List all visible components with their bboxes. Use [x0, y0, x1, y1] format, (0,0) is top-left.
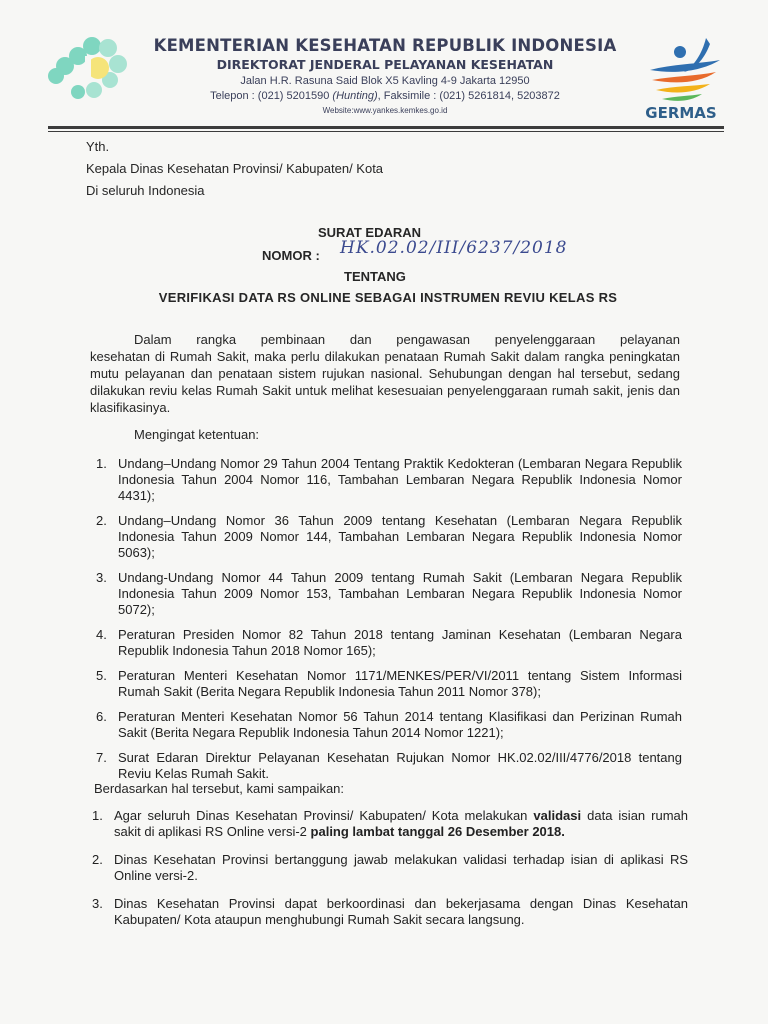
intro-paragraph	[90, 331, 680, 416]
list-text: Undang–Undang Nomor 36 Tahun 2009 tentang Kesehatan (Lembaran Negara Republik Indonesia Tahun 2009 Nomor 144, Tambahan Lembaran Negara Republik Indonesia Nomor 5063);	[118, 513, 682, 560]
mengingat-list	[96, 456, 682, 782]
recipient-location: Di seluruh Indonesia	[86, 183, 205, 198]
list-text: Peraturan Menteri Kesehatan Nomor 56 Tahun 2014 tentang Klasifikasi dan Perizinan Rumah Sakit (Berita Negara Republik Indonesia Tahun 2014 Nomor 1221);	[118, 709, 682, 740]
deadline-text: paling lambat tanggal 26 Desember 2018.	[310, 824, 565, 839]
list-text: data isian rumah sakit di aplikasi RS Online versi-2	[114, 808, 688, 839]
list-item	[96, 456, 682, 504]
list-number: 1.	[92, 808, 103, 823]
list-number: 2.	[96, 513, 107, 528]
mengingat-label: Mengingat ketentuan:	[134, 427, 260, 442]
list-item	[92, 852, 688, 884]
doc-title: SURAT EDARAN	[318, 225, 422, 240]
list-text: Agar seluruh Dinas Kesehatan Provinsi/ Kabupaten/ Kota melakukan	[114, 808, 534, 823]
kemenkes-logo-icon	[48, 34, 136, 104]
list-item	[96, 668, 682, 700]
list-text: Dinas Kesehatan Provinsi bertanggung jawab melakukan validasi terhadap isian di aplikasi RS Online versi-2.	[114, 852, 688, 883]
list-number: 5.	[96, 668, 107, 683]
list-number: 3.	[96, 570, 107, 585]
recipient-title: Kepala Dinas Kesehatan Provinsi/ Kabupaten/ Kota	[86, 161, 384, 176]
ministry-name: KEMENTERIAN KESEHATAN REPUBLIK INDONESIA	[153, 36, 617, 55]
nomor-label: NOMOR :	[262, 248, 320, 263]
list-text-bold: validasi	[533, 808, 582, 823]
phone-hunting: (Hunting)	[332, 90, 378, 102]
list-text: Dinas Kesehatan Provinsi dapat berkoordinasi dan bekerjasama dengan Dinas Kesehatan Kabupaten/ Kota ataupun menghubungi Rumah Sakit secara langsung.	[114, 896, 688, 927]
list-text: Undang–Undang Nomor 29 Tahun 2004 Tentang Praktik Kedokteran (Lembaran Negara Republik Indonesia Tahun 2004 Nomor 116, Tambahan Lembaran Negara Republik Indonesia Nomor 4431);	[118, 456, 682, 503]
germas-label: GERMAS	[645, 104, 717, 122]
list-number: 7.	[96, 750, 107, 765]
berdasarkan-label: Berdasarkan hal tersebut, kami sampaikan:	[94, 781, 345, 796]
list-item	[92, 896, 688, 928]
letterhead-phone	[140, 90, 630, 102]
intro-rest: kesehatan di Rumah Sakit, maka perlu dilakukan penataan Rumah Sakit dalam rangka peningkatan mutu pelayanan dan penataan sistem rujukan nasional. Sehubungan dengan hal tersebut, sedang dilakukan reviu kelas Rumah Sakit untuk melihat kesesuaian penyelenggaraan rumah sakit, jenis dan klasifikasinya.	[90, 349, 680, 415]
phone-suffix: , Faksimile : (021) 5261814, 5203872	[377, 90, 560, 102]
list-item	[96, 513, 682, 561]
list-number: 1.	[96, 456, 107, 471]
recipient-yth: Yth.	[86, 139, 110, 154]
letterhead-rule-thin	[48, 131, 724, 132]
letterhead-address: Jalan H.R. Rasuna Said Blok X5 Kavling 4-9 Jakarta 12950	[240, 75, 530, 87]
list-item	[96, 709, 682, 741]
letterhead	[140, 36, 630, 115]
nomor-value: HK.02.02/III/6237/2018	[340, 238, 568, 258]
doc-subject: VERIFIKASI DATA RS ONLINE SEBAGAI INSTRUMEN REVIU KELAS RS	[158, 290, 618, 305]
list-item	[96, 750, 682, 782]
list-text: Peraturan Menteri Kesehatan Nomor 1171/MENKES/PER/VI/2011 tentang Sistem Informasi Rumah Sakit (Berita Negara Republik Indonesia Tahun 2011 Nomor 378);	[118, 668, 682, 699]
list-text: Peraturan Presiden Nomor 82 Tahun 2018 tentang Jaminan Kesehatan (Lembaran Negara Republik Indonesia Tahun 2018 Nomor 165);	[118, 627, 682, 658]
intro-first-line: Dalam rangka pembinaan dan pengawasan penyelenggaraan pelayanan	[134, 332, 680, 347]
phone-prefix: Telepon : (021) 5201590	[210, 90, 333, 102]
list-item	[92, 808, 688, 840]
list-number: 3.	[92, 896, 103, 911]
list-item	[96, 570, 682, 618]
list-number: 6.	[96, 709, 107, 724]
tentang-label: TENTANG	[344, 269, 406, 284]
list-text: Surat Edaran Direktur Pelayanan Kesehatan Rujukan Nomor HK.02.02/III/4776/2018 tentang Reviu Kelas Rumah Sakit.	[118, 750, 682, 781]
sampaikan-list	[92, 808, 688, 928]
list-number: 4.	[96, 627, 107, 642]
directorate-name: DIREKTORAT JENDERAL PELAYANAN KESEHATAN	[216, 57, 554, 72]
letterhead-website: Website:www.yankes.kemkes.go.id	[322, 106, 448, 115]
list-item	[96, 627, 682, 659]
list-text: Undang-Undang Nomor 44 Tahun 2009 tentang Rumah Sakit (Lembaran Negara Republik Indonesia Tahun 2009 Nomor 153, Tambahan Lembaran Negara Republik Indonesia Nomor 5072);	[118, 570, 682, 617]
letterhead-rule-thick	[48, 126, 724, 129]
list-number: 2.	[92, 852, 103, 867]
